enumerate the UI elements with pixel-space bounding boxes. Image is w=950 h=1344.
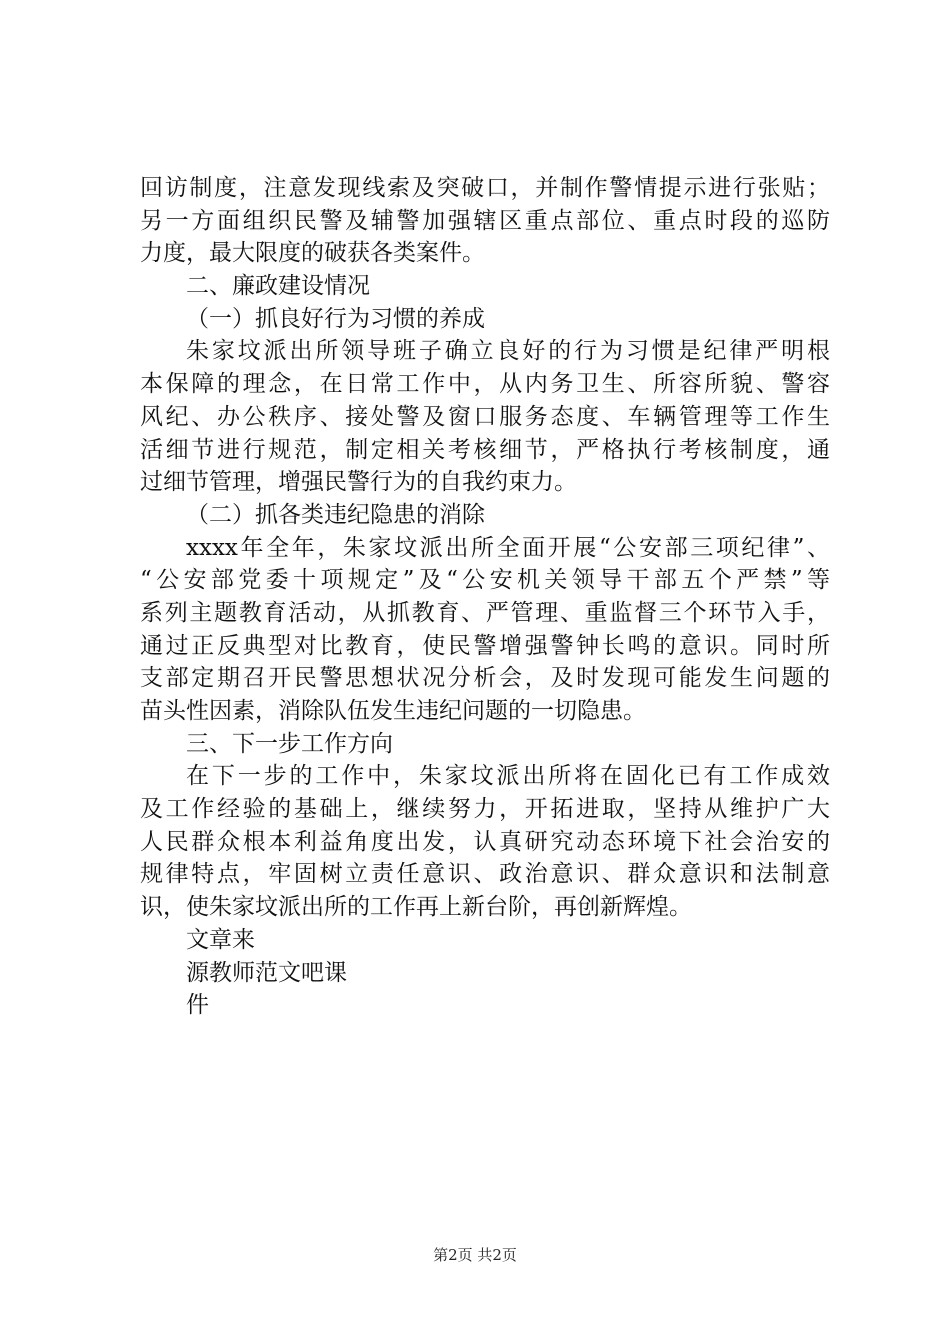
- text-line: 识，使朱家坟派出所的工作再上新台阶，再创新辉煌。: [140, 894, 692, 921]
- text-line: 活细节进行规范，制定相关考核细节，严格执行考核制度，通: [140, 436, 830, 463]
- text-line: 在下一步的工作中，朱家坟派出所将在固化已有工作成效: [186, 763, 830, 790]
- text-line: 力度，最大限度的破获各类案件。: [140, 240, 485, 267]
- text-line: 通过正反典型对比教育，使民警增强警钟长鸣的意识。同时所: [140, 632, 830, 659]
- text-line: 系列主题教育活动，从抓教育、严管理、重监督三个环节入手，: [140, 599, 830, 626]
- text-line: 及工作经验的基础上，继续努力，开拓进取，坚持从维护广大: [140, 796, 830, 823]
- text-line: 支部定期召开民警思想状况分析会，及时发现可能发生问题的: [140, 665, 830, 692]
- text-line: 本保障的理念，在日常工作中，从内务卫生、所容所貌、警容: [140, 371, 830, 398]
- text-line: 规律特点，牢固树立责任意识、政治意识、群众意识和法制意: [140, 861, 830, 888]
- page-footer: 第2页 共2页: [433, 1246, 517, 1264]
- text-line: 朱家坟派出所领导班子确立良好的行为习惯是纪律严明根: [186, 338, 830, 365]
- text-line: 风纪、办公秩序、接处警及窗口服务态度、车辆管理等工作生: [140, 403, 830, 430]
- text-line: “公安部党委十项规定”及“公安机关领导干部五个严禁”等: [140, 567, 830, 594]
- text-line: 件: [186, 992, 209, 1019]
- text-line: 另一方面组织民警及辅警加强辖区重点部位、重点时段的巡防: [140, 207, 830, 234]
- text-line: 三、下一步工作方向: [186, 730, 393, 757]
- text-line: 文章来: [186, 926, 255, 953]
- text-line: 苗头性因素，消除队伍发生违纪问题的一切隐患。: [140, 698, 646, 724]
- text-line: 过细节管理，增强民警行为的自我约束力。: [140, 469, 577, 496]
- document-body: [140, 172, 830, 1022]
- text-line: xxxx年全年，朱家坟派出所全面开展“公安部三项纪律”、: [186, 534, 830, 561]
- text-line: 二、廉政建设情况: [186, 273, 370, 300]
- text-line: （二）抓各类违纪隐患的消除: [186, 501, 485, 528]
- text-line: 源教师范文吧课: [186, 959, 347, 986]
- text-line: （一）抓良好行为习惯的养成: [186, 305, 485, 332]
- text-line: 人民群众根本利益角度出发，认真研究动态环境下社会治安的: [140, 828, 830, 855]
- text-line: 回访制度，注意发现线索及突破口，并制作警情提示进行张贴；: [140, 175, 830, 201]
